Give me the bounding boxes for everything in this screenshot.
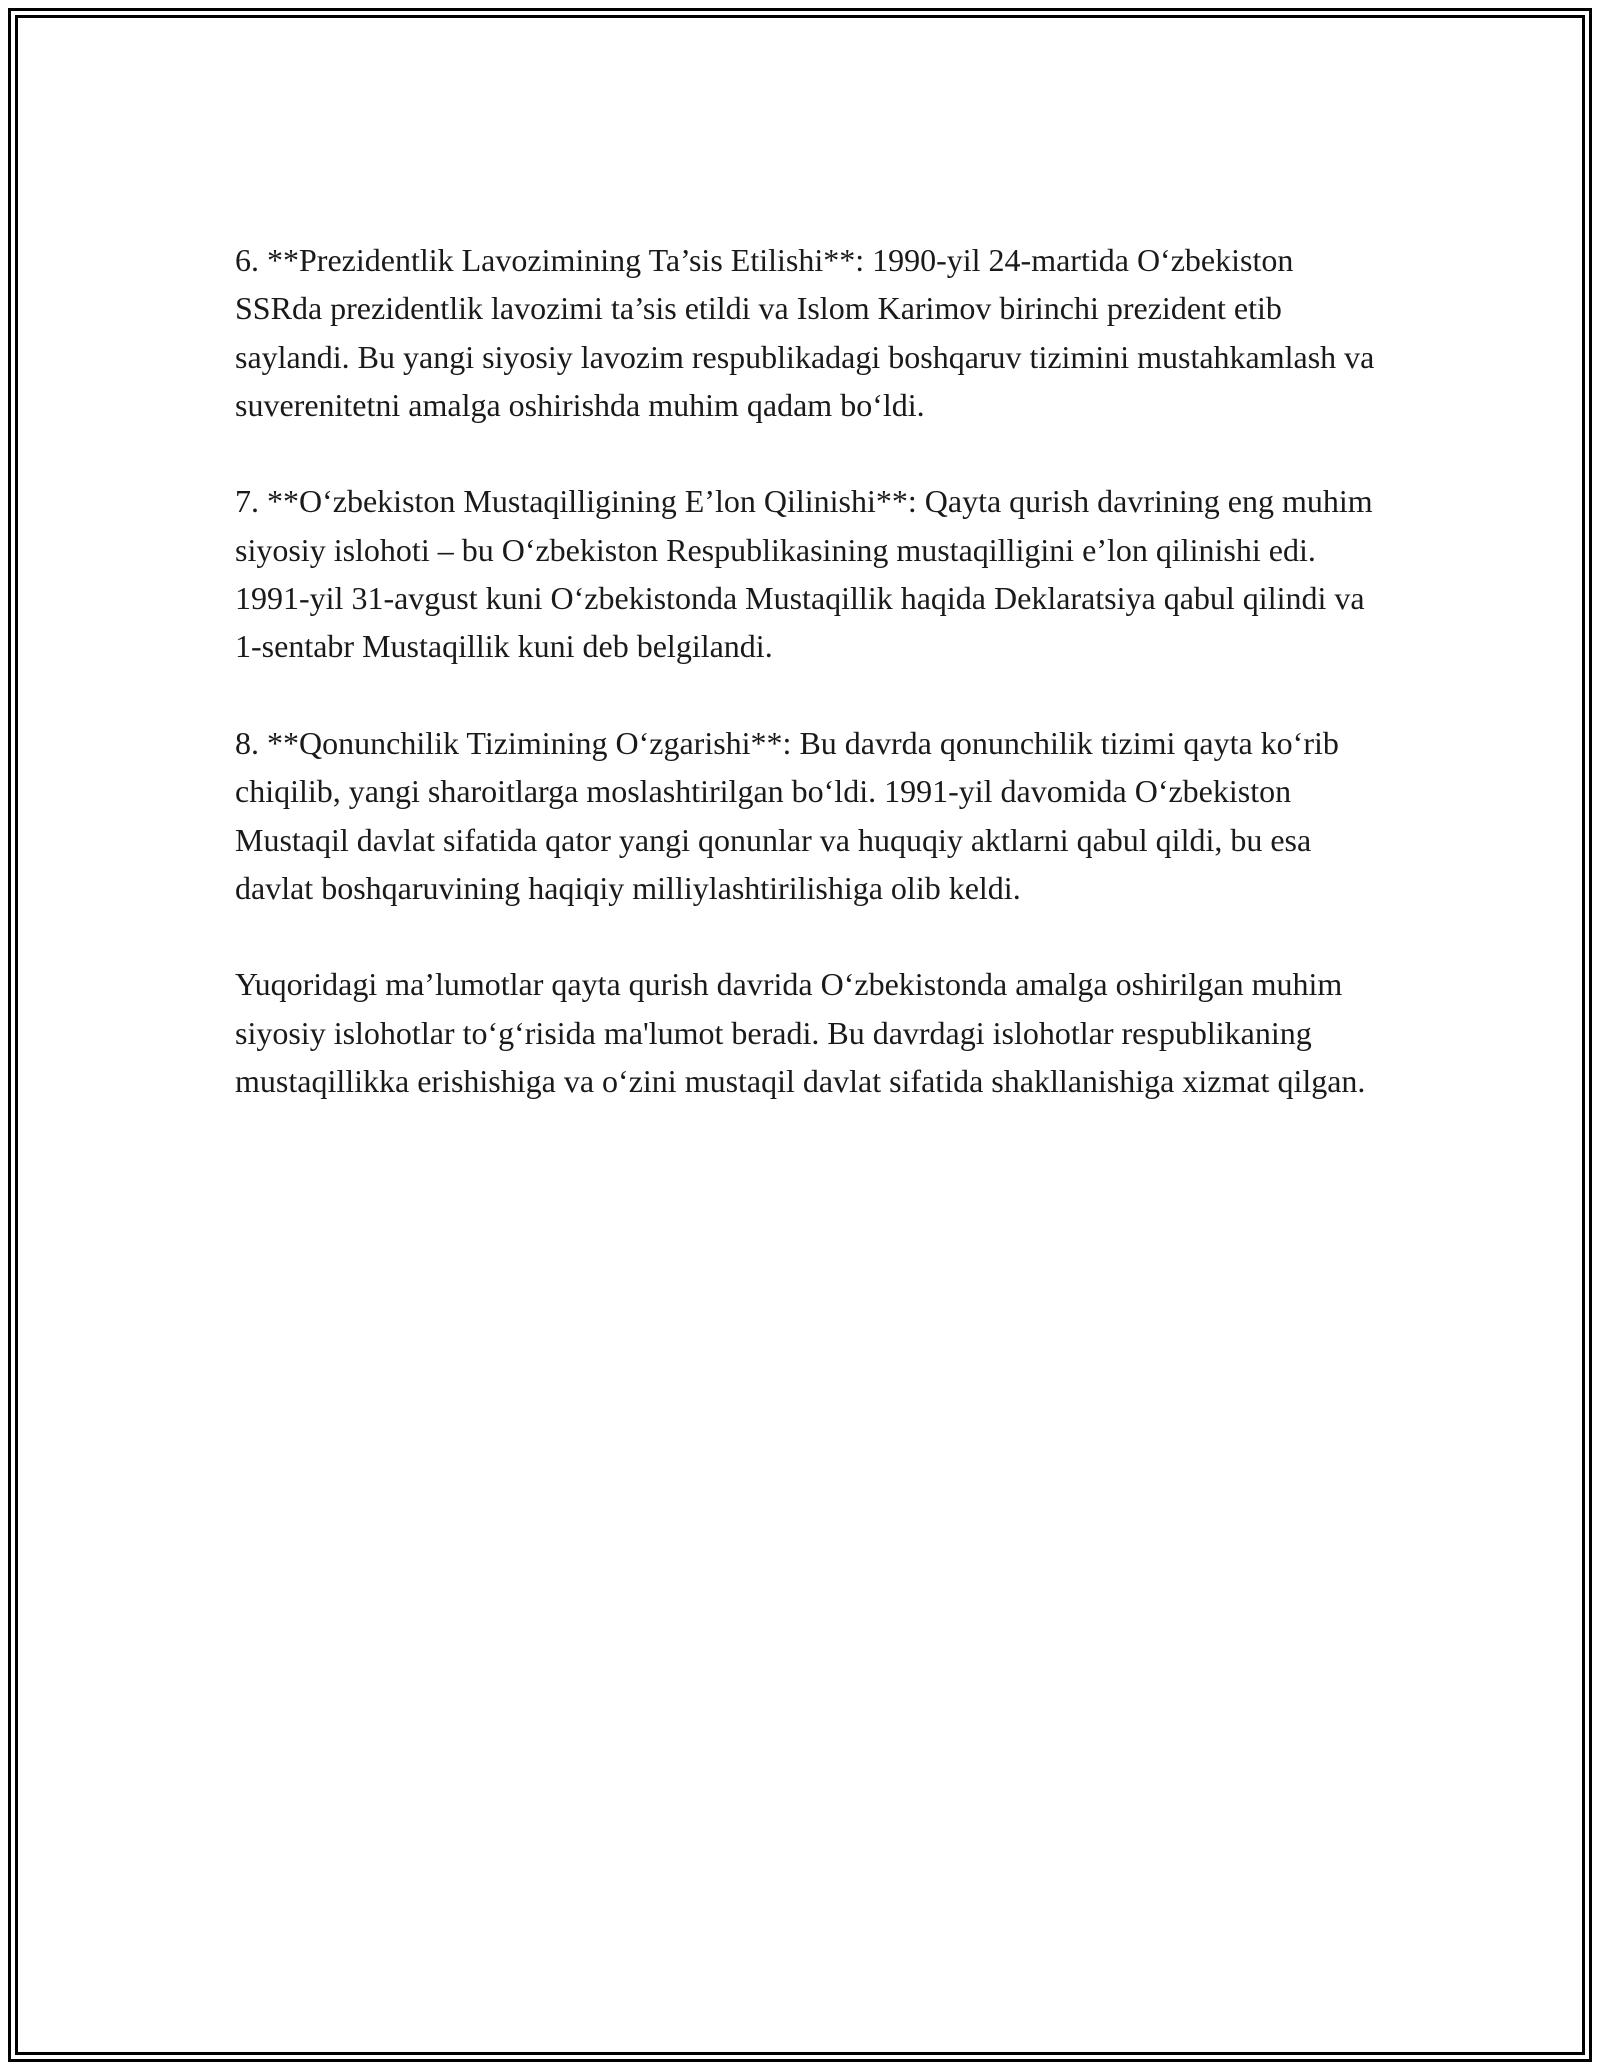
paragraph-conclusion: Yuqoridagi ma’lumotlar qayta qurish davrida O‘zbekistonda amalga oshirilgan muhim siyosiy islohotlar to‘g‘risida ma'lumot beradi. Bu davrdagi islohotlar respublikaning mustaqillikka erishishiga va o‘zini mustaqil davlat sifatida shakllanishiga xizmat qilgan. (235, 966, 1366, 1100)
document-body (235, 236, 1375, 1154)
paragraph-presidency: 6. **Prezidentlik Lavozimining Ta’sis Etilishi**: 1990-yil 24-martida O‘zbekiston SSRda prezidentlik lavozimi ta’sis etildi va Islom Karimov birinchi prezident etib saylandi. Bu yangi siyosiy lavozim respublikadagi boshqaruv tizimini mustahkamlash va suverenitetni amalga oshirishda muhim qadam bo‘ldi. (235, 242, 1375, 423)
paragraph-legislation: 8. **Qonunchilik Tizimining O‘zgarishi**: Bu davrda qonunchilik tizimi qayta ko‘rib chiqilib, yangi sharoitlarga moslashtirilgan bo‘ldi. 1991-yil davomida O‘zbekiston Mustaqil davlat sifatida qator yangi qonunlar va huquqiy aktlarni qabul qildi, bu esa davlat boshqaruvining haqiqiy milliylashtirilishiga olib keldi. (235, 724, 1339, 906)
paragraph-independence: 7. **O‘zbekiston Mustaqilligining E’lon Qilinishi**: Qayta qurish davrining eng muhim siyosiy islohoti – bu O‘zbekiston Respublikasining mustaqilligini e’lon qilinishi edi. 1991-yil 31-avgust kuni O‘zbekistonda Mustaqillik haqida Deklaratsiya qabul qilindi va 1-sentabr Mustaqillik kuni deb belgilandi. (235, 483, 1373, 665)
